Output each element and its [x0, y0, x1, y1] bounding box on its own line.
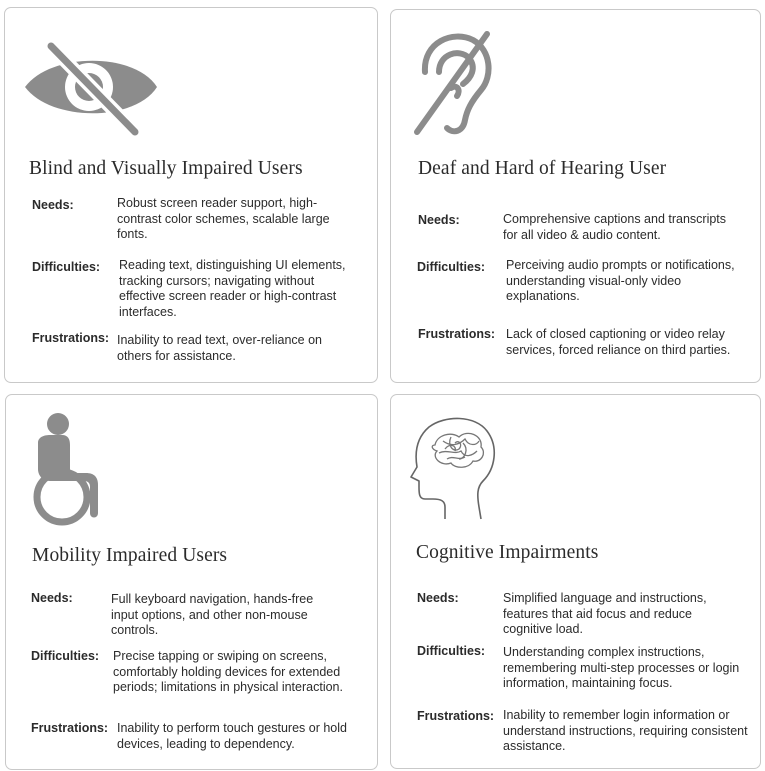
card-title: Deaf and Hard of Hearing User: [418, 158, 667, 179]
difficulties-text: Perceiving audio prompts or notifications, understanding visual-only video explanations.: [506, 258, 735, 303]
needs-label: Needs:: [418, 213, 460, 227]
frustrations-label: Frustrations:: [417, 709, 495, 723]
difficulties-label: Difficulties:: [417, 644, 486, 658]
needs-label: Needs:: [417, 591, 459, 605]
difficulties-label: Difficulties:: [32, 260, 101, 274]
frustrations-label: Frustrations:: [31, 721, 109, 735]
needs-text: Simplified language and instructions, features that aid focus and reduce cognitive load.: [503, 591, 707, 636]
frustrations-text: Inability to read text, over-reliance on others for assistance.: [117, 333, 322, 363]
card-title: Blind and Visually Impaired Users: [29, 158, 303, 179]
card-title: Mobility Impaired Users: [32, 545, 228, 566]
ear-slash-icon: [411, 28, 495, 138]
eye-slash-icon: [23, 40, 163, 140]
card-hearing-impaired: [390, 9, 761, 383]
needs-label: Needs:: [31, 591, 73, 605]
card-cognitive-impairments: [390, 394, 761, 769]
difficulties-text: Reading text, distinguishing UI elements, tracking cursors; navigating without effective screen reader or high-contrast interfaces.: [119, 258, 346, 319]
card-visually-impaired: [4, 7, 378, 383]
frustrations-text: Lack of closed captioning or video relay services, forced reliance on third parties.: [506, 327, 731, 357]
needs-text: Comprehensive captions and transcripts for all video & audio content.: [503, 212, 727, 242]
card-mobility-impaired: [5, 394, 378, 770]
frustrations-label: Frustrations:: [418, 327, 496, 341]
difficulties-label: Difficulties:: [31, 649, 100, 663]
wheelchair-icon: [24, 413, 106, 528]
frustrations-label: Frustrations:: [32, 331, 110, 345]
difficulties-text: Precise tapping or swiping on screens, comfortably holding devices for extended periods; limitations in physical interaction.: [113, 649, 343, 694]
difficulties-text: Understanding complex instructions, remembering multi-step processes or login information, maintaining focus.: [503, 645, 740, 690]
needs-text: Full keyboard navigation, hands-free input options, and other non-mouse controls.: [111, 592, 314, 637]
frustrations-text: Inability to remember login information or understand instructions, requiring consistent assistance.: [503, 708, 748, 753]
difficulties-label: Difficulties:: [417, 260, 486, 274]
needs-text: Robust screen reader support, high-contrast color schemes, scalable large fonts.: [117, 196, 330, 241]
card-title: Cognitive Impairments: [416, 542, 599, 563]
brain-head-icon: [407, 415, 499, 525]
frustrations-text: Inability to perform touch gestures or hold devices, leading to dependency.: [117, 721, 347, 751]
needs-label: Needs:: [32, 198, 74, 212]
